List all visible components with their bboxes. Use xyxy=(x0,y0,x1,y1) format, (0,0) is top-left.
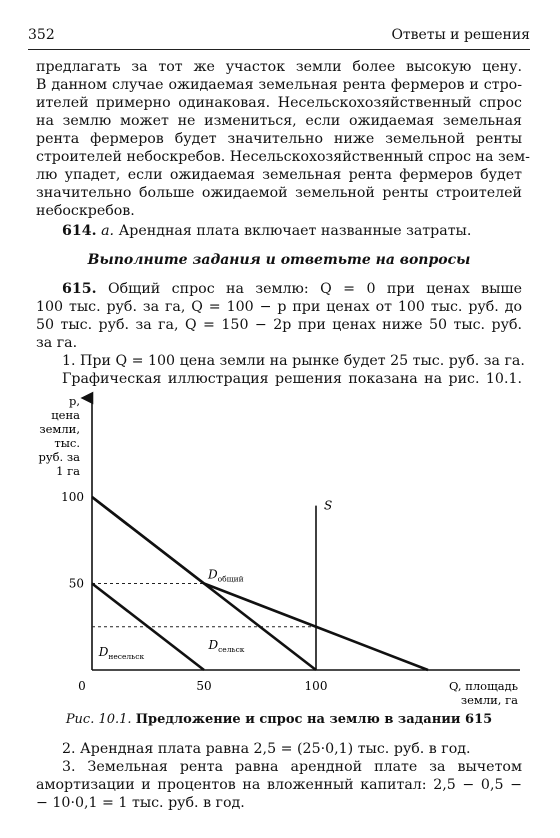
page-number: 352 xyxy=(28,27,55,43)
x-axis-label-line: земли, га xyxy=(460,693,518,707)
text-line: значительно больше ожидаемой земельной ренты строителей xyxy=(36,185,522,201)
answer-text: Арендная плата включает названные затраты. xyxy=(118,223,472,239)
y-ticks xyxy=(61,490,84,591)
text-line: на землю может не измениться, если ожидаемая земельная xyxy=(36,113,522,129)
text-line: строителей небоскребов. Несельскохозяйственный спрос на зем- xyxy=(36,149,530,165)
guide-lines xyxy=(92,584,316,627)
label-main: D xyxy=(98,645,109,660)
label-main: D xyxy=(208,567,218,582)
task-615-line4: за га. xyxy=(36,335,78,351)
x-tick-label: 0 xyxy=(78,679,86,693)
text-line: лю упадет, если ожидаемая земельная рента фермеров будет xyxy=(36,167,522,183)
label-main: D xyxy=(208,638,219,653)
y-tick-label: 50 xyxy=(68,576,84,591)
y-axis-label xyxy=(39,394,81,478)
caption-prefix: Рис. 10.1. xyxy=(65,712,132,727)
item3-line1: 3. Земельная рента равна арендной плате за вычетом xyxy=(62,759,522,775)
x-tick-label: 50 xyxy=(196,679,212,693)
label-s: S xyxy=(324,498,333,513)
series-line-сельск xyxy=(92,497,316,670)
x-tick-label: 100 xyxy=(304,679,328,693)
item1-line2: Графическая иллюстрация решения показана на рис. 10.1. xyxy=(62,371,522,387)
text-line: рента фермеров будет значительно ниже земельной ренты xyxy=(36,131,522,147)
y-axis-label-line: тыс. xyxy=(54,436,80,450)
x-axis-label-line: Q, площадь xyxy=(449,679,518,693)
text-line: небоскребов. xyxy=(36,203,135,219)
label-d-total xyxy=(207,567,244,583)
label-sub: сельск xyxy=(218,645,245,655)
caption-title: Предложение и спрос на землю в задании 615 xyxy=(135,712,493,727)
label-sub: несельск xyxy=(108,652,145,662)
figure-caption xyxy=(36,712,522,727)
y-axis-label-line: 1 га xyxy=(56,464,80,478)
item1-line1: 1. При Q = 100 цена земли на рынке будет 25 тыс. руб. за га. xyxy=(62,353,525,369)
task-number: 615. xyxy=(62,281,97,297)
y-tick-label: 100 xyxy=(61,490,84,504)
running-title: Ответы и решения xyxy=(391,27,530,43)
text-line: В данном случае ожидаемая земельная рента фермеров и стро- xyxy=(36,77,522,93)
section-title: Выполните задания и ответьте на вопросы xyxy=(87,252,471,268)
item3-line3: − 10·0,1 = 1 тыс. руб. в год. xyxy=(36,795,245,811)
x-axis-label xyxy=(449,679,518,707)
text-line: предлагать за тот же участок земли более высокую цену. xyxy=(36,59,522,75)
x-ticks xyxy=(78,679,327,693)
item3-line2: амортизации и процентов на вложенный капитал: 2,5 − 0,5 − xyxy=(36,777,522,793)
task-615-line3: 50 тыс. руб. за га, Q = 150 − 2p при ценах ниже 50 тыс. руб. xyxy=(36,317,522,333)
y-axis-label-line: руб. за xyxy=(38,450,80,464)
series-labels xyxy=(98,499,333,662)
task-615-line2: 100 тыс. руб. за га, Q = 100 − p при ценах от 100 тыс. руб. до xyxy=(36,299,522,315)
y-axis-label-line: цена xyxy=(51,408,80,422)
y-axis-label-line: земли, xyxy=(39,422,80,436)
answer-letter: а. xyxy=(101,223,115,239)
item2: 2. Арендная плата равна 2,5 = (25·0,1) тыс. руб. в год. xyxy=(62,741,471,757)
text-line: ителей примерно одинаковая. Несельскохозяйственный спрос xyxy=(36,95,522,111)
label-d-nonagri xyxy=(98,645,145,661)
answer-number: 614. xyxy=(62,223,97,239)
y-axis-label-line: p, xyxy=(68,394,80,408)
task-text: Общий спрос на землю: Q = 0 при ценах выше xyxy=(107,281,523,297)
label-d-agri xyxy=(207,638,244,654)
label-sub: общий xyxy=(217,574,244,584)
